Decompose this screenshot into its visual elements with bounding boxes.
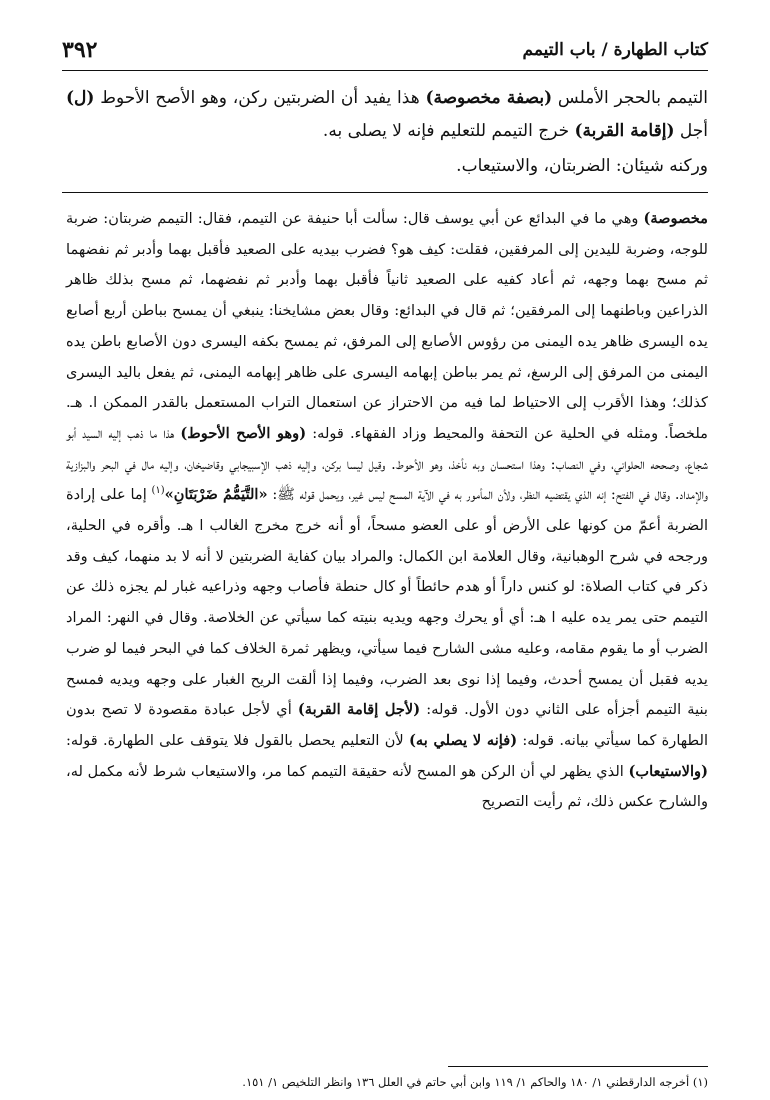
- commentary-run: إما على إرادة الضربة أعمّ من كونها على الأرض أو على العضو مسحاً، أو أنه خرج مخرج الغالب ا هـ. وأقره في الحلية، ورجحه في شرح الوهبانية، وقال العلامة ابن الكمال: والمراد بيان كفاية الضربتين لا أنه لا بد منهما، كيف وقد ذكر في كتاب الصلاة: لو كنس داراً أو هدم حائطاً أو كال حنطة فأصاب وجهه وذراعيه غبار لم يجزه ذلك عن التيمم حتى يمر يده عليه ا هـ: أي أو يحرك وجهه ويديه بنيته كما سيأتي عن الخلاصة. وقال في النهر: المراد الضرب أو ما يقوم مقامه، وعليه مشى الشارح فيما سيأتي، ويظهر ثمرة الخلاف كما في البحر فيما لو ضرب يديه فقبل أن يمسح أحدث، وفيما إذا نوى بعد الضرب، وفيما إذا ألقت الريح الغبار على وجهه ويديه فمسح بنية التيمم أجزأه على الثاني دون الأول. قوله:: [66, 486, 708, 719]
- footnote-rule: [448, 1066, 708, 1067]
- commentary-bold: (لأجل إقامة القربة): [297, 701, 421, 719]
- page-number: ٣٩٢: [62, 37, 98, 63]
- commentary-run: وهي ما في البدائع عن أبي يوسف قال: سألت أبا حنيفة عن التيمم، فقال: التيمم ضربتان: ضربة للوجه، وضربة لليدين إلى المرفقين، فقلت: كيف هو؟ فضرب بيديه على الصعيد فأقبل بهما وأدبر ثم نفضهما ثم مسح بهما وجهه، ثم أعاد كفيه على الصعيد ثانياً فأقبل بهما وأدبر ثم نفضهما، ثم مسح بذلك ظاهر الذراعين وباطنهما إلى المرفقين؛ ثم قال في البدائع: وقال بعض مشايخنا: ينبغي أن يمسح بباطن أربع أصابع يده اليسرى ظاهر يده اليمنى من رؤوس الأصابع إلى المرفق، ثم يمسح بكفه اليسرى دون الأصابع باطن يده اليمنى من المرفق إلى الرسغ، ثم يمر بباطن إبهامه اليسرى على ظاهر إبهامه اليمنى، ثم يفعل باليد اليسرى كذلك؛ وهذا الأقرب إلى الاحتياط لما فيه من الاحتراز عن استعمال التراب المستعمل بالقدر الممكن ا. هـ. ملخصاً. ومثله في الحلية عن التحفة والمحيط وزاد الفقهاء. قوله:: [66, 210, 708, 442]
- commentary-run: هذا ما ذهب إليه السيد أبو شجاع، وصححه الحلواني، وفي النصاب: وهذا استحسان وبه نأخذ، وهو الأحوط. وقيل ليسا بركن، وإليه ذهب الإسبيجابي وقاضيخان، وإليه مال في البحر والبزازية والإمداد. وقال في الفتح: إنه الذي يقتضيه النظر، ولأن المأمور به في الآية المسح ليس غير، ويحمل قوله ﷺ:: [66, 424, 708, 504]
- main-text-run: هذا يفيد أن الضربتين ركن، وهو الأصح الأحوط: [94, 88, 426, 108]
- footnote-ref: (١): [151, 485, 165, 497]
- commentary-run: الذي يظهر لي أن الركن هو المسح لأنه حقيقة التيمم كما مر، والاستيعاب شرط لأنه مكمل له، والشارح عكس ذلك، ثم رأيت التصريح: [66, 762, 708, 811]
- commentary-run: أي لأجل عبادة مقصودة لا تصح بدون الطهارة كما سيأتي بيانه. قوله:: [66, 701, 709, 749]
- main-text-bold: (إقامة القربة): [574, 121, 675, 141]
- commentary-text: [66, 204, 708, 818]
- commentary-bold: مخصوصة): [643, 210, 708, 227]
- main-paragraph: وركنه شيئان: الضربتان، والاستيعاب.: [456, 156, 708, 176]
- main-text-bold: (بصفة مخصوصة): [425, 88, 553, 108]
- main-text-bold: (ل): [66, 88, 95, 108]
- main-paragraph: [66, 82, 708, 148]
- commentary-bold: (وهو الأصح الأحوط): [180, 424, 307, 442]
- main-text: [66, 82, 708, 183]
- footnote: (١) أخرجه الدارقطني ١/ ١٨٠ والحاكم ١/ ١١٩ وابن أبي حاتم في العلل ١٣٦ وانظر التلخيص ١/ ١٥١.: [242, 1075, 708, 1089]
- commentary-bold: (فإنه لا يصلي به): [409, 731, 518, 749]
- main-text-run: خرج التيمم للتعليم فإنه لا يصلى به.: [322, 121, 575, 141]
- running-title: كتاب الطهارة / باب التيمم: [522, 40, 708, 60]
- commentary-run: لأن التعليم يحصل بالقول فلا يتوقف على الطهارة. قوله:: [66, 731, 410, 749]
- hadith-quote: «التَّيَمُّمُ ضَرْبَتَانِ»: [164, 486, 268, 504]
- main-text-run: التيمم بالحجر الأملس: [552, 88, 708, 108]
- commentary-bold: (والاستيعاب): [628, 762, 708, 780]
- separator-rule: [62, 192, 708, 193]
- commentary-paragraph: [66, 204, 708, 818]
- page-header: [62, 30, 708, 71]
- main-text-run: أجل: [674, 121, 708, 141]
